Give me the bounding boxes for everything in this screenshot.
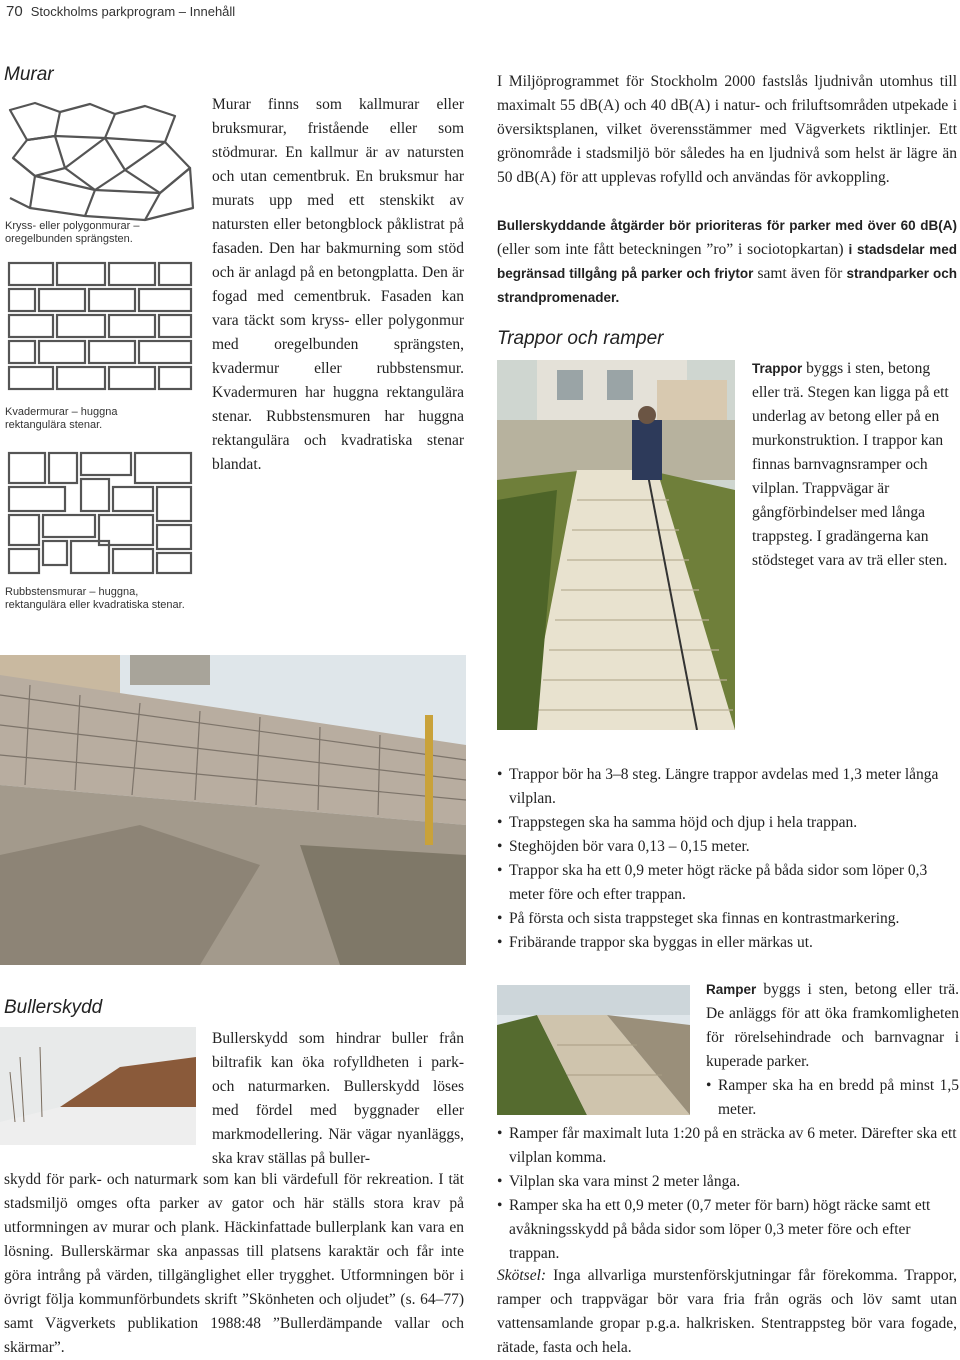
trappor-rule: • Fribärande trappor ska byggas in eller märkas ut.: [497, 931, 957, 955]
priority-bold-1: Bullerskyddande åtgärder bör prioriteras för parker med över 60 dB(A): [497, 218, 957, 233]
stair-photo: [497, 360, 735, 730]
ramper-rule: • Ramper ska ha ett 0,9 meter (0,7 meter för barn) högt räcke samt ett avåkningsskydd på båda sidor som löper 0,3 meter före och efter trappan.: [497, 1194, 957, 1266]
trappor-rule: • Trappor bör ha 3–8 steg. Längre trappor avdelas med 1,3 meter långa vilplan.: [497, 763, 957, 811]
wall-types-drawing: [5, 98, 195, 638]
ramper-lead-bold: Ramper: [706, 982, 757, 997]
trappor-rule: • Steghöjden bör vara 0,13 – 0,15 meter.: [497, 835, 957, 859]
trappor-lead-bold: Trappor: [752, 361, 803, 376]
priority-text-2: samt även för: [753, 265, 847, 282]
stone-wall-photo-image: [0, 655, 466, 965]
buller-full-text: skydd för park- och naturmark som kan bli värdefull för rekreation. I tät stadsmiljö omges ofta parker av gator och här ställs stora krav på utformningen av murar och plank. Häckinfattade bullerplank kan vara en lösning. Bullerskärmar ska anpassas till platsens karaktär och får inte göra intrång på värden, tillgänglighet eller trygghet. Utformningen bör i övrigt följa kommunförbundets skrift ”Skönheten och oljudet” (s. 64–77) samt Vägverkets publikation 1988:48 ”Bullerdämpande vallar och skärmar”.: [4, 1171, 464, 1356]
section-title-bullerskydd: Bullerskydd: [4, 997, 103, 1018]
noise-barrier-photo-image: [0, 1027, 196, 1145]
ramper-rule: • Ramper ska ha en bredd på minst 1,5 meter.: [706, 1074, 959, 1122]
priority-bold-2: i stadsdelar med begränsad tillgång på parker och friytor: [497, 242, 957, 281]
trappor-lead: [752, 357, 960, 573]
running-header: [6, 3, 235, 20]
wall-types-diagram: [5, 98, 195, 638]
trappor-rule: • Trappor ska ha ett 0,9 meter högt räcke på båda sidor som löper 0,3 meter före och efter trappan.: [497, 859, 957, 907]
ramp-photo: [497, 985, 690, 1115]
section-title-trappor: Trappor och ramper: [497, 328, 664, 349]
ramper-rule: • Vilplan ska vara minst 2 meter långa.: [497, 1170, 957, 1194]
rubb-wall-caption: Rubbstensmurar – huggna, rektangulära eller kvadratiska stenar.: [5, 586, 185, 611]
ramper-lead: [706, 978, 959, 1122]
kvader-wall-caption: Kvadermurar – huggna rektangulära stenar.: [5, 406, 118, 431]
priority-text-1: (eller som inte fått beteckningen ”ro” i sociotopkartan): [497, 241, 849, 258]
noise-levels-paragraph: I Miljöprogrammet för Stockholm 2000 fastslås ljudnivån utomhus till maximalt 55 dB(A) och 40 dB(A) i natur- och friluftsområden utpekade i översiktsplanen, vilket överensstämmer med Vägverkets riktlinjer. Ett grönområde i stadsmiljö bör således ha en ljudnivå som helst är lägre än 50 dB(A) för att upplevas rofylld och användas för avkoppling.: [497, 73, 957, 186]
header-title: Stockholms parkprogram – Innehåll: [30, 4, 236, 19]
trappor-rule: • Trappstegen ska ha samma höjd och djup i hela trappan.: [497, 811, 957, 835]
ramper-lead-text: byggs i sten, betong eller trä. De anläggs för att öka framkomligheten för rörelsehindrade och barnvagnar i kuperade parker.: [706, 981, 959, 1070]
priority-bold-3: strandparker och strandpromenader.: [497, 266, 957, 305]
trappor-lead-text: byggs i sten, betong eller trä. Stegen kan ligga på ett underlag av betong eller på en murkonstruktion. I trappor kan finnas barnvagnsramper och vilplan. Trappvägar är gångförbindelser med långa trappsteg. I gradängerna kan stödsteget vara av trä eller sten.: [752, 360, 949, 569]
skotsel-paragraph: [497, 1264, 957, 1360]
noise-priority-paragraph: [497, 214, 957, 310]
trappor-rules: [497, 763, 957, 955]
skotsel-label: Skötsel:: [497, 1267, 547, 1284]
section-title-murar: Murar: [4, 64, 54, 85]
page-number: 70: [6, 3, 23, 20]
murar-body-text: Murar finns som kallmurar eller bruksmurar, fristående eller som stödmurar. En kallmur är av natursten och utan cementbruk. En bruksmur har murats upp med ett stenskikt av natursten eller betongblock påklistrat på fasaden. Den har bakmurning som stöd och är anlagd på en betongplatta. Den är fogad med cementbruk. Fasaden kan vara täckt som kryss- eller polygonmur med oregelbunden sprängsten, kvadermur eller rubbstensmur. Kvadermuren har huggna rektangulära stenar. Rubbstensmuren har huggna rektangulära och kvadratiska stenar blandat.: [212, 96, 464, 473]
stone-wall-photo: [0, 655, 466, 965]
ramp-photo-image: [497, 985, 690, 1115]
trappor-rule: • På första och sista trappsteget ska finnas en kontrastmarkering.: [497, 907, 957, 931]
stair-photo-image: [497, 360, 735, 730]
polygon-wall-caption: Kryss- eller polygonmurar – oregelbunden sprängsten.: [5, 220, 140, 245]
buller-wrapped-text: Bullerskydd som hindrar buller från biltrafik kan öka rofylldheten i park- och naturmarken. Bullerskydd löses med fördel med byggnader eller markmodellering. När vägar nyanläggs, ska krav ställas på buller-: [212, 1030, 464, 1167]
skotsel-text: Inga allvarliga murstenförskjutningar får förekomma. Trappor, ramper och trappvägar bör vara fria från ogräs och löv samt utan vattensamlande gropar p.g.a. halkrisken. Stentrappsteg bör vara fogade, rätade, fasta och hela.: [497, 1267, 957, 1356]
ramper-rule: • Ramper får maximalt luta 1:20 på en sträcka av 6 meter. Därefter ska ett vilplan komma.: [497, 1122, 957, 1170]
noise-barrier-photo: [0, 1027, 196, 1145]
ramper-rules: [497, 1122, 957, 1266]
